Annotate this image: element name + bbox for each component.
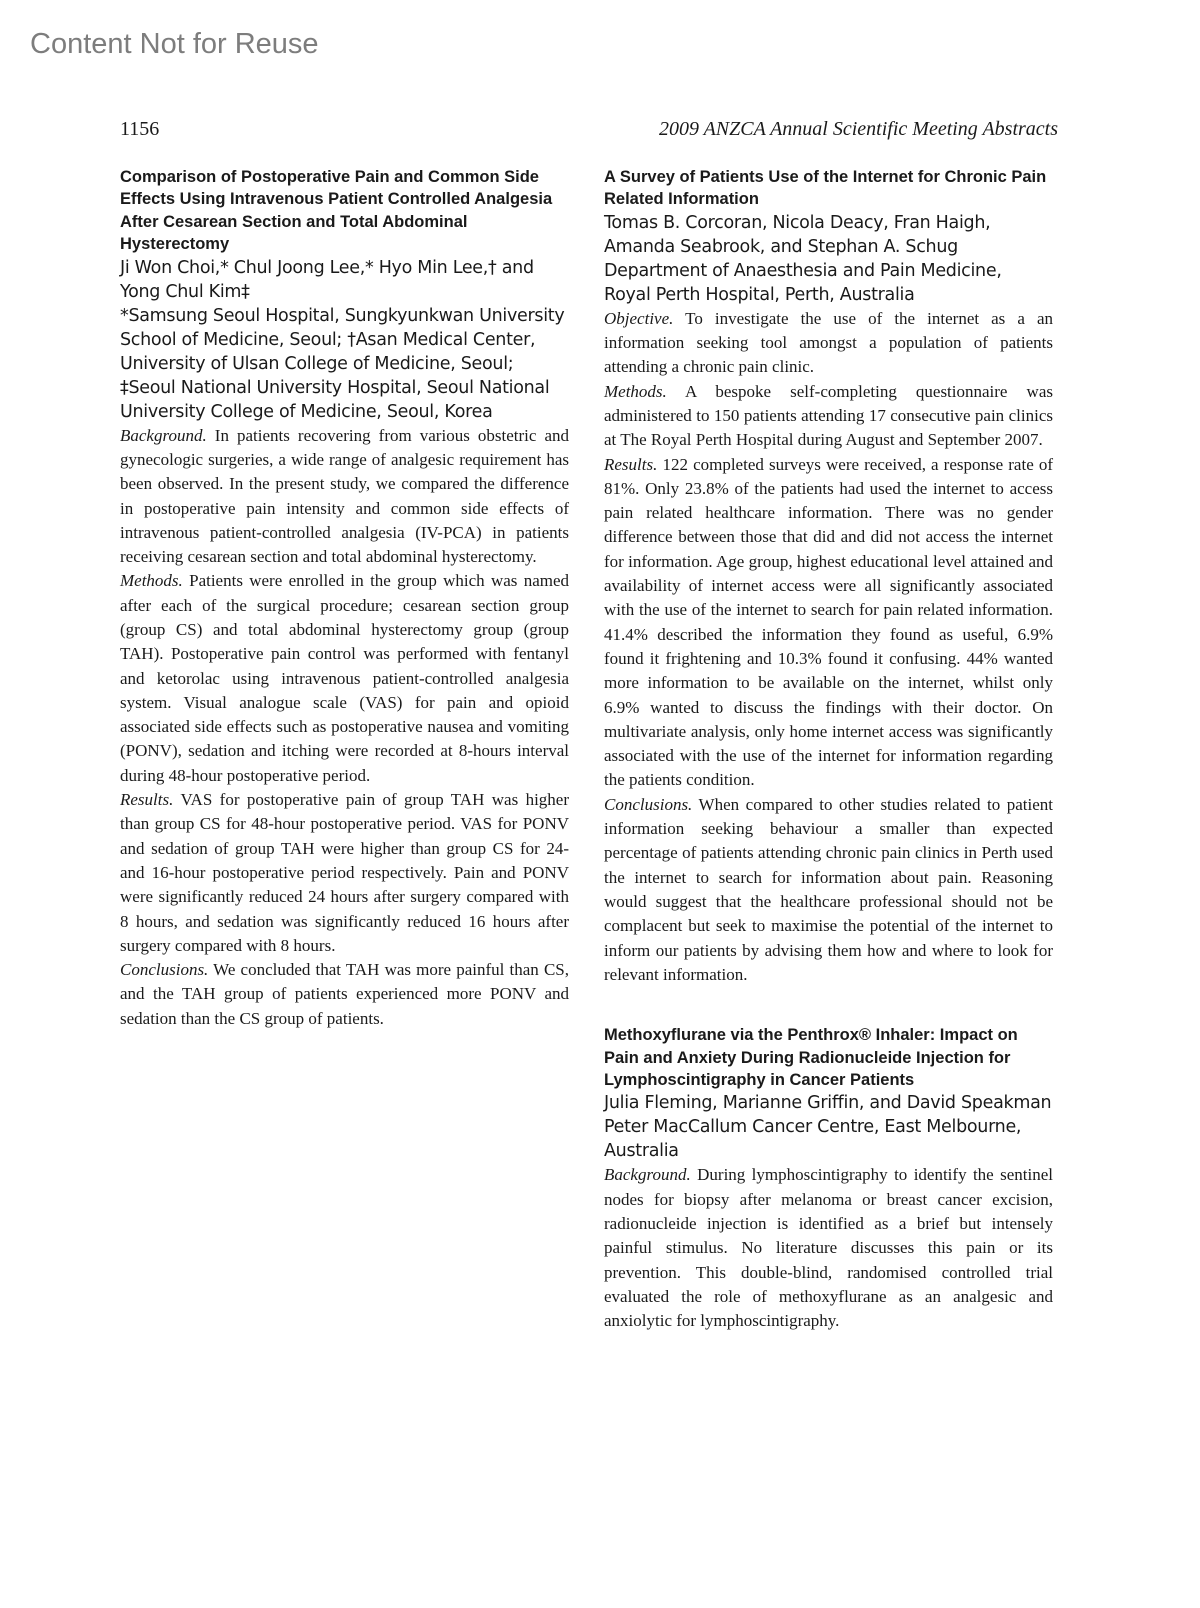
abstract-choi <box>120 166 569 1031</box>
section-conclusions <box>604 793 1053 987</box>
section-label: Results. <box>120 790 174 810</box>
section-text: When compared to other studies related to patient information seeking behaviour a smaller than expected percentage of patients attending chronic pain clinics in Perth used the internet to search for information about pain. Reasoning would suggest that the healthcare professional should not be complacent but seek to maximise the potential of the internet to inform our patients by advising them how and where to look for relevant information. <box>604 794 1053 984</box>
section-label: Methods. <box>604 381 667 401</box>
abstract-affiliation: Peter MacCallum Cancer Centre, East Melbourne, Australia <box>604 1117 1022 1162</box>
section-conclusions <box>120 958 569 1031</box>
section-label: Conclusions. <box>604 794 693 814</box>
left-column <box>120 166 569 1031</box>
section-text: A bespoke self-completing questionnaire was administered to 150 patients attending 17 consecutive pain clinics at The Royal Perth Hospital during August and September 2007. <box>604 381 1053 450</box>
section-results <box>120 788 569 958</box>
page-number: 1156 <box>120 118 160 140</box>
abstract-title: Comparison of Postoperative Pain and Common Side Effects Using Intravenous Patient Controlled Analgesia After Cesarean Section and Total Abdominal Hysterectomy <box>120 168 553 254</box>
section-text: 122 completed surveys were received, a response rate of 81%. Only 23.8% of the patients had used the internet to access pain related healthcare information. There was no gender difference between those that did and did not access the internet for information. Age group, highest educational level attained and availability of internet access were all significantly associated with the use of the internet to search for pain related information. 41.4% described the information they found as useful, 6.9% found it frightening and 10.3% found it confusing. 44% wanted more information to be available on the internet, whilst only 6.9% wanted to discuss the findings with their doctor. On multivariate analysis, only home internet access was significantly associated with the use of the internet for information regarding the patients condition. <box>604 454 1053 790</box>
section-label: Results. <box>604 454 658 474</box>
section-objective <box>604 307 1053 380</box>
section-label: Methods. <box>120 571 183 591</box>
abstract-title: A Survey of Patients Use of the Internet for Chronic Pain Related Information <box>604 168 1047 209</box>
section-text: In patients recovering from various obstetric and gynecologic surgeries, a wide range of analgesic requirement has been observed. In the present study, we compared the difference in postoperative pain intensity and common side effects of intravenous patient-controlled analgesia (IV-PCA) in patients receiving cesarean section and total abdominal hysterectomy. <box>120 425 569 567</box>
section-text: Patients were enrolled in the group which was named after each of the surgical procedure; cesarean section group (group CS) and total abdominal hysterectomy group (group TAH). Postoperative pain control was performed with fentanyl and ketorolac using intravenous patient-controlled analgesia system. Visual analogue scale (VAS) for pain and opioid associated side effects such as postoperative nausea and vomiting (PONV), sedation and itching were recorded at 8-hours interval during 48-hour postoperative period. <box>120 571 570 785</box>
page-header <box>120 118 1058 148</box>
section-label: Conclusions. <box>120 960 209 980</box>
abstract-authors: Julia Fleming, Marianne Griffin, and David Speakman <box>604 1093 1052 1114</box>
section-label: Objective. <box>604 308 674 328</box>
section-text: To investigate the use of the internet as a an information seeking tool amongst a population of patients attending a chronic pain clinic. <box>604 308 1053 377</box>
abstract-authors: Ji Won Choi,* Chul Joong Lee,* Hyo Min Lee,† and Yong Chul Kim‡ <box>120 257 534 302</box>
section-label: Background. <box>604 1165 691 1185</box>
abstract-spacer <box>604 987 1053 1024</box>
right-column <box>604 166 1053 1333</box>
section-background <box>604 1163 1053 1333</box>
journal-title: 2009 ANZCA Annual Scientific Meeting Abstracts <box>658 118 1058 140</box>
abstract-title: Methoxyflurane via the Penthrox® Inhaler: Impact on Pain and Anxiety During Radionucleide Injection for Lymphoscintigraphy in Cancer Patients <box>604 1026 1018 1089</box>
section-methods <box>604 380 1053 453</box>
abstract-fleming <box>604 1024 1053 1333</box>
section-background <box>120 424 569 570</box>
abstract-affiliation: *Samsung Seoul Hospital, Sungkyunkwan University School of Medicine, Seoul; †Asan Medical Center, University of Ulsan College of Medicine, Seoul; ‡Seoul National University Hospital, Seoul National University College of Medicine, Seoul, Korea <box>120 305 565 422</box>
section-label: Background. <box>120 425 207 445</box>
section-text: We concluded that TAH was more painful than CS, and the TAH group of patients experienced more PONV and sedation than the CS group of patients. <box>120 960 569 1028</box>
section-text: VAS for postoperative pain of group TAH was higher than group CS for 48-hour postoperative period. VAS for PONV and sedation of group TAH were higher than group CS for 24- and 16-hour postoperative period respectively. Pain and PONV were significantly reduced 24 hours after surgery compared with 8 hours, and sedation was significantly reduced 16 hours after surgery compared with 8 hours. <box>120 790 570 955</box>
section-methods <box>120 569 569 788</box>
section-text: During lymphoscintigraphy to identify the sentinel nodes for biopsy after melanoma or breast cancer excision, radionucleide injection is identified as a brief but intensely painful stimulus. No literature discusses this pain or its prevention. This double-blind, randomised controlled trial evaluated the role of methoxyflurane as an analgesic and anxiolytic for lymphoscintigraphy. <box>604 1165 1054 1331</box>
abstract-authors: Tomas B. Corcoran, Nicola Deacy, Fran Haigh, Amanda Seabrook, and Stephan A. Schug <box>604 212 991 257</box>
section-results <box>604 453 1053 793</box>
watermark: Content Not for Reuse <box>30 28 319 60</box>
abstract-affiliation: Department of Anaesthesia and Pain Medicine, Royal Perth Hospital, Perth, Australia <box>604 260 1002 305</box>
abstract-corcoran <box>604 166 1053 987</box>
